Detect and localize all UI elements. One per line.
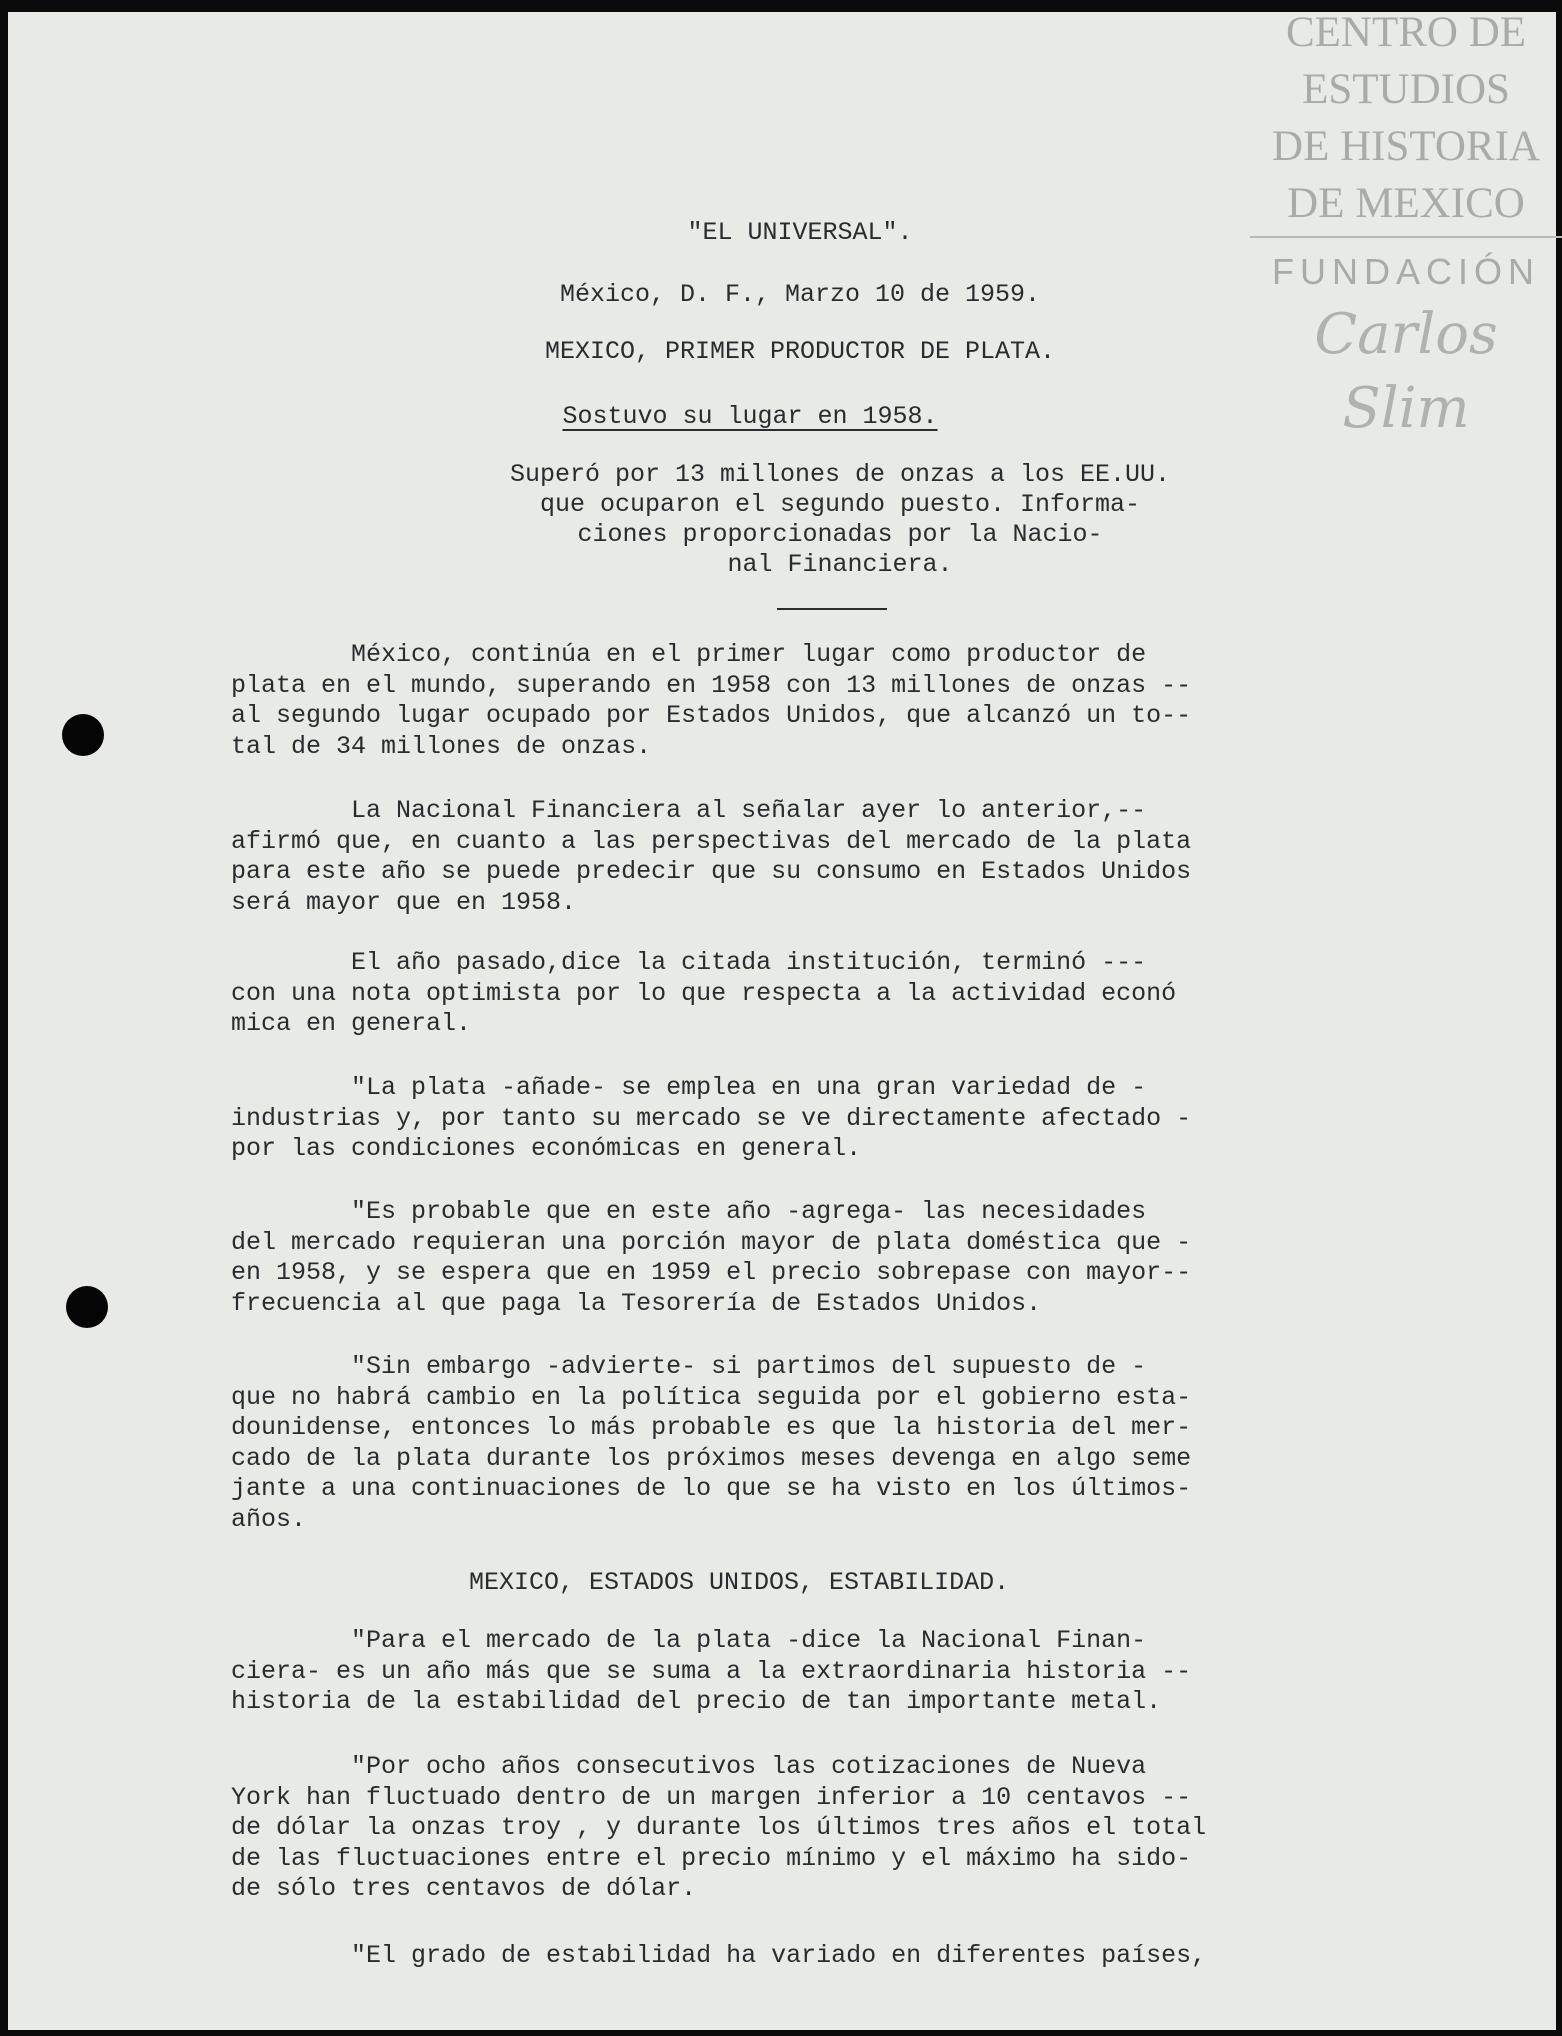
paragraph-2-line-3: de dólar la onzas troy , y durante los últimos tres años el total: [231, 1813, 1207, 1842]
paragraph-1-line-1: México, continúa en el primer lugar como productor de: [231, 640, 1147, 669]
paragraph-1-line-4: tal de 34 millones de onzas.: [231, 731, 652, 761]
summary-line-1: Superó por 13 millones de onzas a los EE.UU.: [509, 460, 1171, 489]
paragraph-5-line-3: en 1958, y se espera que en 1959 el precio sobrepase con mayor--: [231, 1258, 1192, 1287]
watermark-foundation: FUNDACIÓN: [1272, 251, 1540, 292]
paragraph-6-line-1: "Sin embargo -advierte- si partimos del supuesto de -: [231, 1352, 1147, 1381]
separator-rule: [777, 608, 887, 610]
paragraph-4-line-2: industrias y, por tanto su mercado se ve directamente afectado -: [231, 1103, 1192, 1133]
section-heading: MEXICO, ESTADOS UNIDOS, ESTABILIDAD.: [469, 1568, 1010, 1597]
newspaper-name: "EL UNIVERSAL".: [687, 218, 913, 247]
headline: MEXICO, PRIMER PRODUCTOR DE PLATA.: [544, 337, 1056, 366]
watermark-line-2: ESTUDIOS: [1302, 66, 1510, 113]
paragraph-2-line-5: de sólo tres centavos de dólar.: [231, 1874, 697, 1903]
paragraph-2-line-1: "Por ocho años consecutivos las cotizaciones de Nueva: [231, 1752, 1147, 1781]
watermark-signature: Carlos Slim: [1314, 302, 1498, 441]
paragraph-1-line-2: plata en el mundo, superando en 1958 con 13 millones de onzas --: [231, 670, 1192, 700]
paragraph-1-line-2: ciera- es un año más que se suma a la extraordinaria historia --: [231, 1656, 1192, 1686]
paragraph-6-line-5: jante a una continuaciones de lo que se ha visto en los últimos-: [231, 1474, 1192, 1503]
summary-line-4: nal Financiera.: [727, 550, 953, 579]
punch-hole-bottom: [66, 1286, 108, 1328]
paragraph-2-line-2: afirmó que, en cuanto a las perspectivas del mercado de la plata: [231, 826, 1192, 856]
paragraph-6-line-6: años.: [231, 1504, 307, 1534]
dateline: México, D. F., Marzo 10 de 1959.: [559, 280, 1041, 309]
paragraph-6-line-4: cado de la plata durante los próximos meses devenga en algo seme: [231, 1443, 1192, 1473]
paragraph-3-line-1: El año pasado,dice la citada institución, terminó ---: [231, 948, 1147, 977]
paragraph-1-line-3: al segundo lugar ocupado por Estados Unidos, que alcanzó un to--: [231, 701, 1192, 730]
paragraph-5-line-2: del mercado requieran una porción mayor de plata doméstica que -: [231, 1227, 1192, 1257]
paragraph-3-line-2: con una nota optimista por lo que respecta a la actividad econó: [231, 978, 1177, 1008]
watermark-divider: [1250, 236, 1562, 238]
paragraph-2-line-4: de las fluctuaciones entre el precio mínimo y el máximo ha sido-: [231, 1843, 1192, 1873]
paragraph-5-line-4: frecuencia al que paga la Tesorería de Estados Unidos.: [231, 1288, 1042, 1318]
paragraph-5-line-1: "Es probable que en este año -agrega- las necesidades: [231, 1197, 1147, 1226]
paragraph-2-line-1: La Nacional Financiera al señalar ayer lo anterior,--: [231, 796, 1147, 825]
summary-line-2: que ocuparon el segundo puesto. Informa-: [539, 490, 1141, 519]
subheadline: Sostuvo su lugar en 1958.: [562, 402, 938, 431]
summary-line-3: ciones proporcionadas por la Nacio-: [577, 520, 1103, 549]
paragraph-3-line-1: "El grado de estabilidad ha variado en diferentes países,: [231, 1941, 1207, 1970]
watermark-line-3: DE HISTORIA: [1272, 123, 1540, 170]
watermark-line-1: CENTRO DE: [1285, 9, 1527, 56]
archive-watermark: [1250, 4, 1562, 446]
paragraph-2-line-4: será mayor que en 1958.: [231, 887, 577, 917]
paragraph-4-line-3: por las condiciones económicas en general.: [231, 1134, 862, 1163]
paragraph-1-line-3: historia de la estabilidad del precio de tan importante metal.: [231, 1687, 1162, 1716]
paragraph-3-line-3: mica en general.: [231, 1009, 472, 1038]
watermark-line-4: DE MEXICO: [1287, 180, 1525, 227]
paragraph-1-line-1: "Para el mercado de la plata -dice la Nacional Finan-: [231, 1626, 1147, 1655]
paragraph-6-line-3: dounidense, entonces lo más probable es que la historia del mer-: [231, 1413, 1192, 1442]
paragraph-6-line-2: que no habrá cambio en la política seguida por el gobierno esta-: [231, 1382, 1192, 1412]
paragraph-2-line-3: para este año se puede predecir que su consumo en Estados Unidos: [231, 857, 1192, 886]
punch-hole-top: [62, 714, 104, 756]
paragraph-2-line-2: York han fluctuado dentro de un margen inferior a 10 centavos --: [231, 1782, 1192, 1812]
paragraph-4-line-1: "La plata -añade- se emplea en una gran variedad de -: [231, 1073, 1147, 1102]
